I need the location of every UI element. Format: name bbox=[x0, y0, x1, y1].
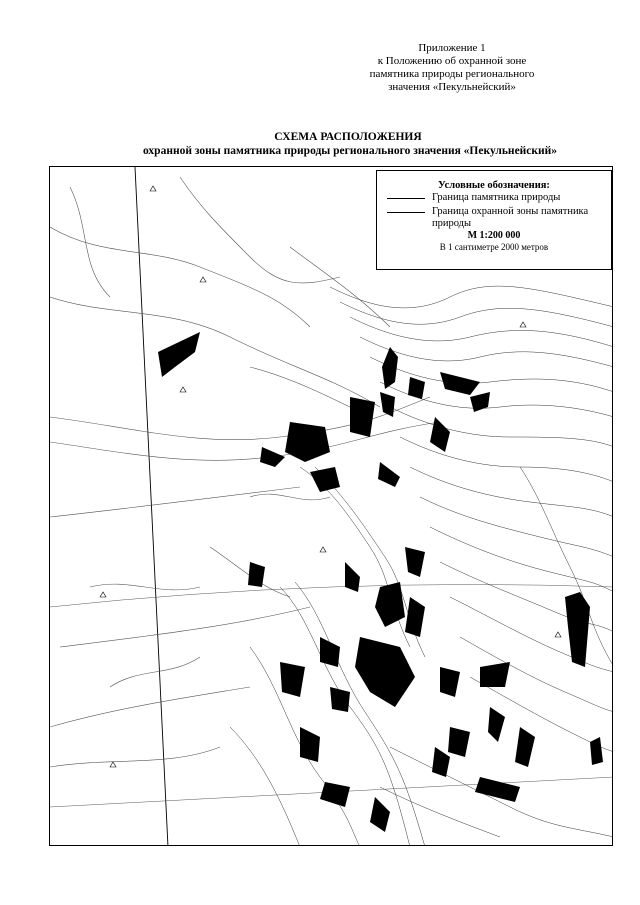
title-sub: охранной зоны памятника природы регионального значения «Пекульнейский» bbox=[142, 145, 558, 157]
contour-line bbox=[110, 657, 200, 687]
map-scale: М 1:200 000 bbox=[467, 230, 521, 241]
legend-item-buffer-zone bbox=[385, 205, 611, 229]
elevation-mark bbox=[320, 547, 326, 552]
contour-line bbox=[295, 582, 425, 846]
contour-line bbox=[280, 587, 410, 846]
protected-area bbox=[375, 582, 405, 627]
contour-line bbox=[230, 727, 300, 846]
contour-line bbox=[520, 467, 613, 667]
legend-item-label: Граница памятника природы bbox=[432, 192, 561, 203]
contour-line bbox=[50, 227, 310, 327]
contour-line bbox=[90, 584, 200, 590]
contour-line bbox=[250, 494, 330, 500]
protected-area bbox=[480, 662, 510, 687]
protected-area bbox=[430, 417, 450, 452]
contour-line bbox=[50, 297, 380, 407]
legend-item-label: Граница охранной зоны памятника природы bbox=[432, 206, 589, 229]
appendix-line: значения «Пекульнейский» bbox=[388, 81, 516, 93]
protected-area bbox=[515, 727, 535, 767]
protected-area bbox=[448, 727, 470, 757]
map-frame[interactable] bbox=[49, 166, 613, 846]
elevation-mark bbox=[200, 277, 206, 282]
protected-area bbox=[488, 707, 505, 742]
protected-area bbox=[350, 397, 375, 437]
appendix-line: Приложение 1 bbox=[418, 42, 486, 54]
map-scale-note: В 1 сантиметре 2000 метров bbox=[439, 242, 549, 252]
protected-area bbox=[382, 347, 398, 389]
elevation-mark bbox=[555, 632, 561, 637]
protected-area bbox=[405, 547, 425, 577]
protected-area bbox=[280, 662, 305, 697]
contour-line bbox=[70, 187, 110, 297]
contour-line bbox=[290, 247, 390, 327]
contour-line bbox=[430, 527, 613, 592]
river-line bbox=[50, 422, 440, 460]
legend-heading: Условные обозначения: bbox=[438, 180, 550, 191]
contour-line bbox=[50, 487, 300, 517]
protected-area bbox=[285, 422, 330, 462]
contour-line bbox=[380, 787, 500, 837]
appendix-line: памятника природы регионального bbox=[369, 68, 535, 80]
legend-item-boundary bbox=[385, 191, 611, 205]
contour-line bbox=[50, 747, 220, 767]
contour-line bbox=[360, 337, 613, 367]
protected-area bbox=[440, 372, 480, 395]
protected-area bbox=[158, 332, 200, 377]
protected-area bbox=[310, 467, 340, 492]
protected-area bbox=[370, 797, 390, 832]
boundary-line-icon bbox=[387, 198, 425, 199]
protected-area bbox=[440, 667, 460, 697]
contour-line bbox=[400, 437, 613, 482]
protected-area bbox=[355, 637, 415, 707]
document-title bbox=[0, 130, 640, 158]
contour-line bbox=[330, 286, 613, 308]
appendix-header bbox=[322, 42, 582, 94]
protected-area bbox=[330, 687, 350, 712]
map-legend bbox=[376, 170, 612, 270]
elevation-mark bbox=[180, 387, 186, 392]
protected-area bbox=[405, 597, 425, 637]
contour-line bbox=[390, 407, 613, 447]
protected-area bbox=[432, 747, 450, 777]
protected-area bbox=[345, 562, 360, 592]
elevation-mark bbox=[520, 322, 526, 327]
elevation-mark bbox=[100, 592, 106, 597]
protected-area bbox=[248, 562, 265, 587]
grid-line-horizontal bbox=[50, 585, 613, 608]
contour-line bbox=[350, 317, 613, 347]
elevation-mark bbox=[150, 186, 156, 191]
protected-area bbox=[260, 447, 285, 467]
contour-line bbox=[420, 497, 613, 557]
contour-line bbox=[50, 687, 250, 727]
protected-area bbox=[320, 637, 340, 667]
buffer-zone-line-icon bbox=[387, 212, 425, 213]
contour-line bbox=[370, 357, 613, 392]
contour-line bbox=[60, 607, 310, 647]
protected-area bbox=[378, 462, 400, 487]
elevation-mark bbox=[110, 762, 116, 767]
title-main: СХЕМА РАСПОЛОЖЕНИЯ bbox=[274, 131, 422, 143]
protected-area bbox=[300, 727, 320, 762]
contour-line bbox=[410, 467, 613, 517]
protected-area bbox=[475, 777, 520, 802]
protected-area bbox=[590, 737, 603, 765]
contour-line bbox=[180, 177, 340, 283]
protected-area bbox=[408, 377, 425, 399]
protected-area bbox=[470, 392, 490, 412]
protected-area bbox=[380, 392, 395, 417]
protected-area bbox=[320, 782, 350, 807]
appendix-line: к Положению об охранной зоне bbox=[377, 55, 527, 67]
